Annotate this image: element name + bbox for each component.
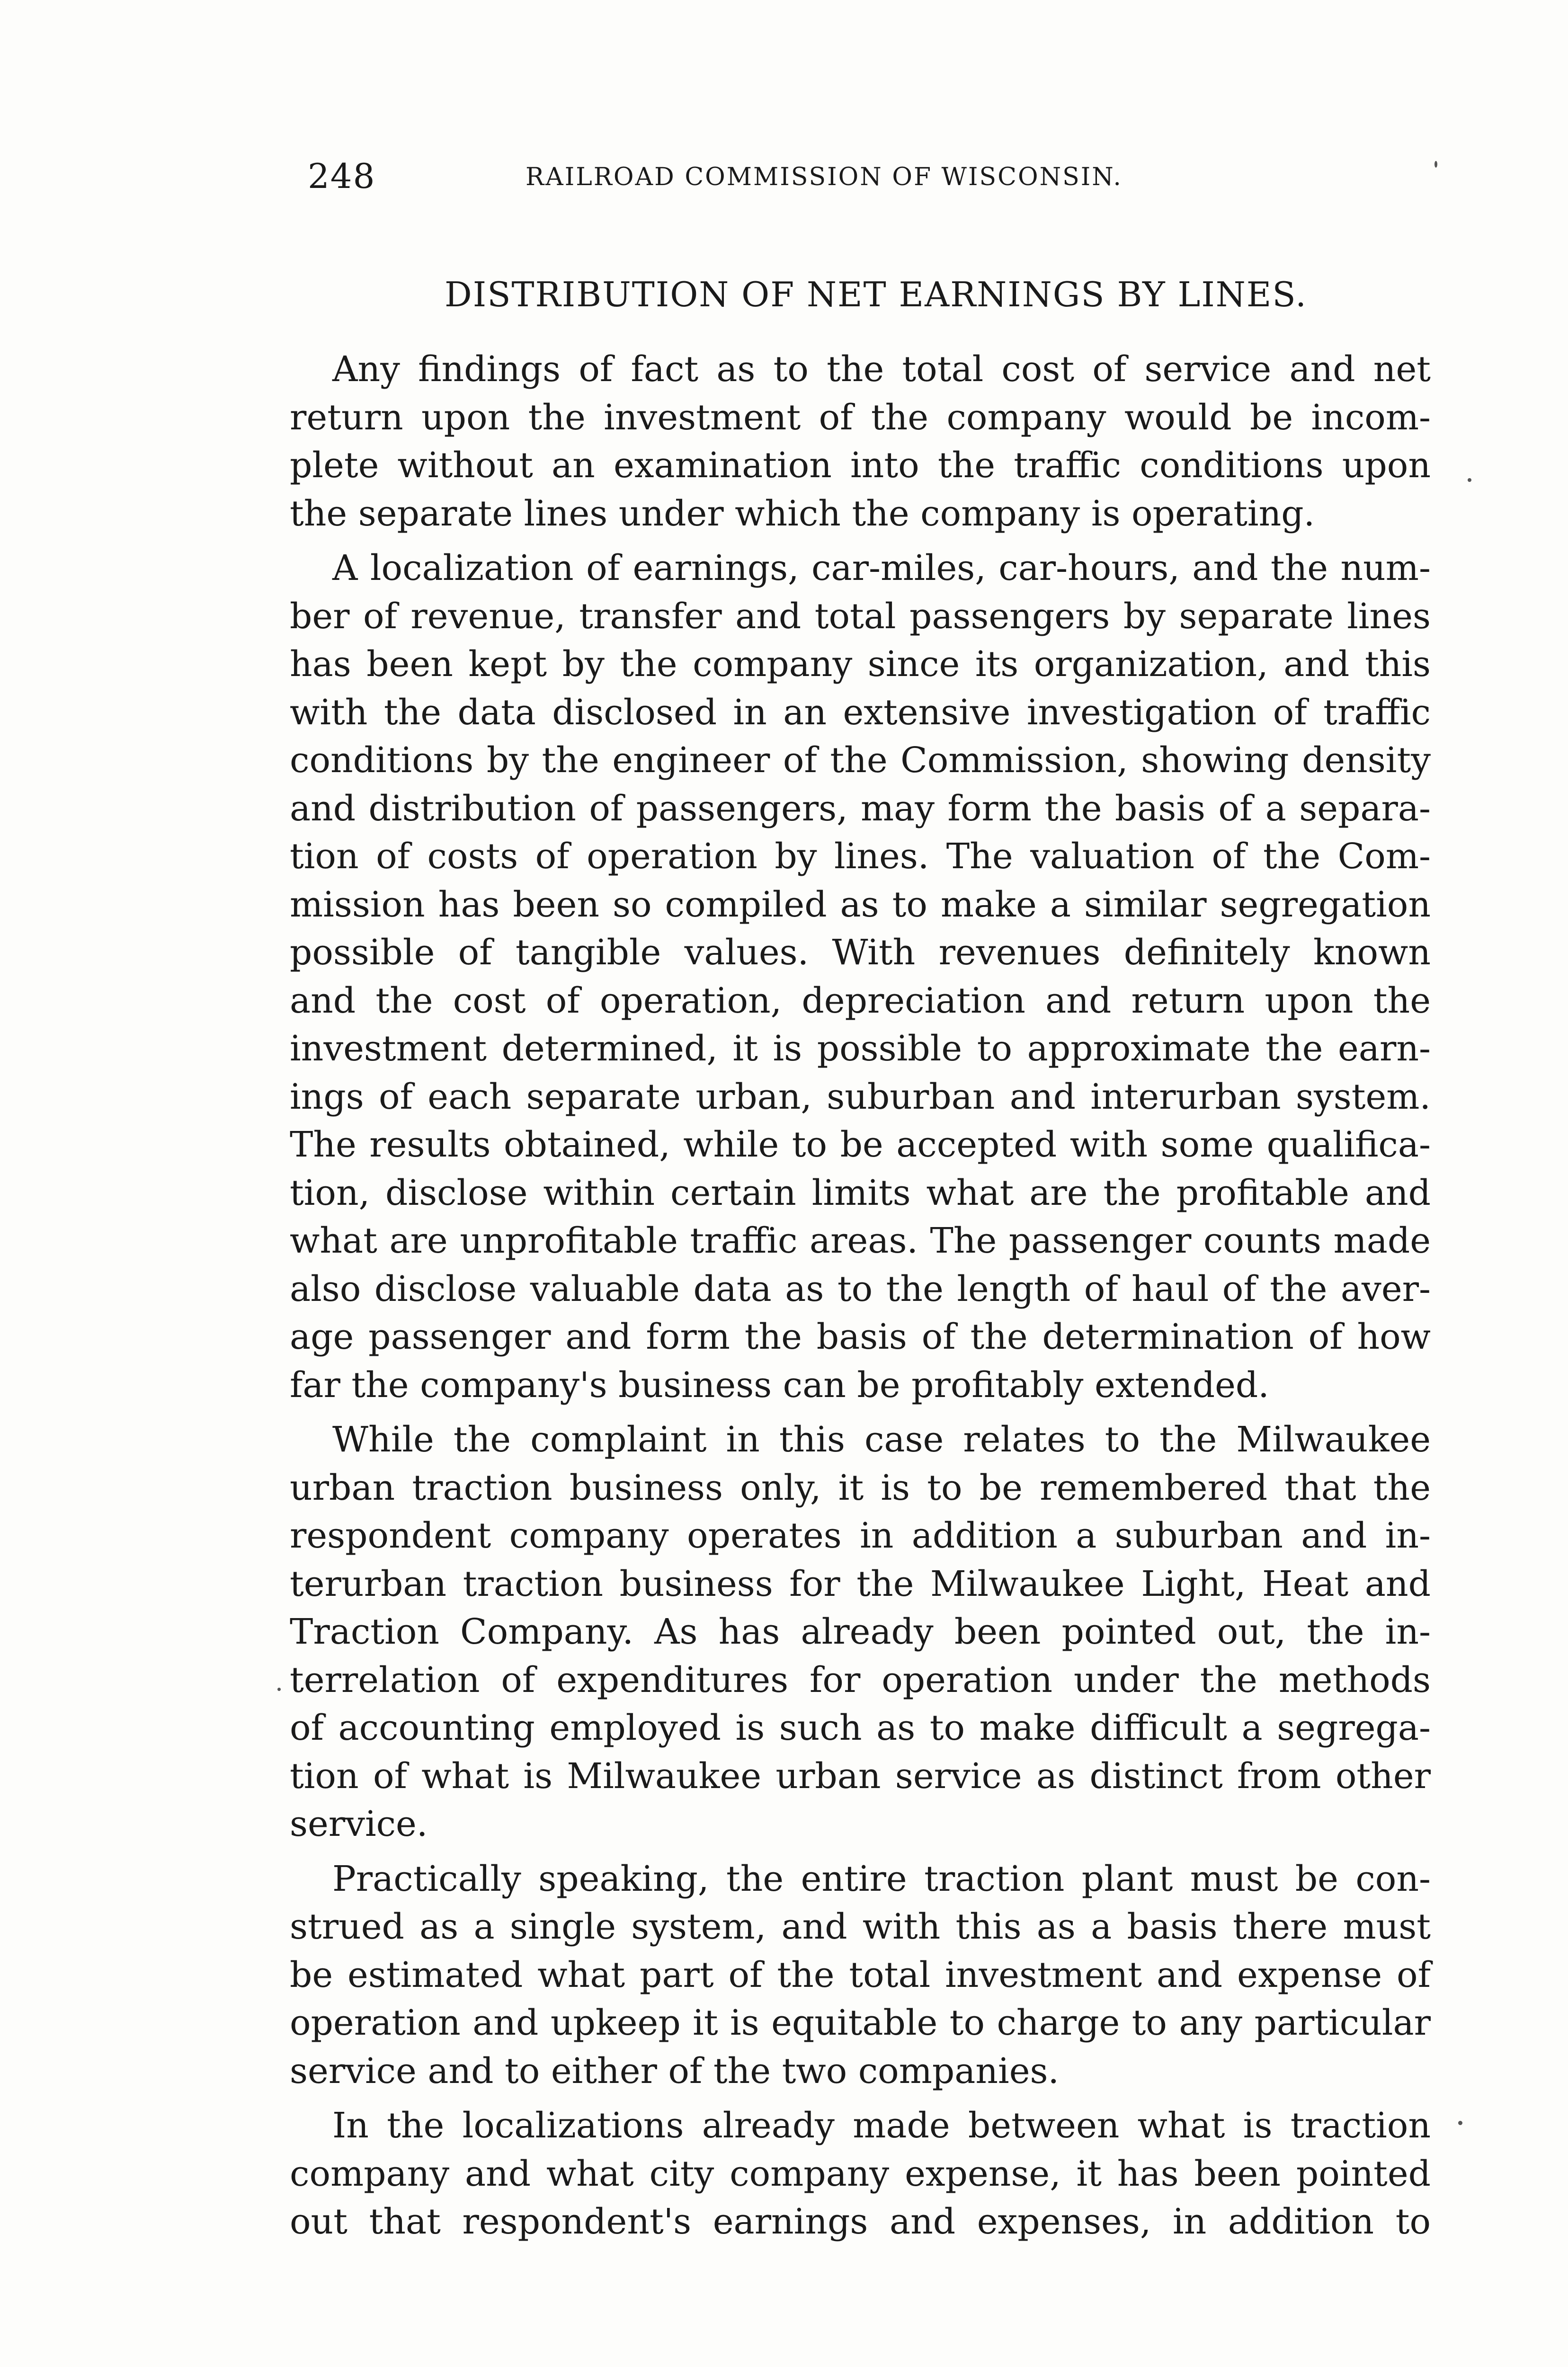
paragraph-2-line: The results obtained, while to be accepted with some qualifica- bbox=[290, 1124, 1431, 1165]
scan-speck bbox=[1468, 478, 1471, 482]
scan-speck bbox=[1434, 161, 1437, 168]
body-text bbox=[290, 346, 1431, 2246]
paragraph-2-line: ings of each separate urban, suburban and interurban system. bbox=[290, 1076, 1431, 1117]
paragraph-3-line: urban traction business only, it is to be remembered that the bbox=[290, 1467, 1431, 1508]
running-head-title: RAILROAD COMMISSION OF WISCONSIN. bbox=[526, 163, 1123, 191]
paragraph-5-line: out that respondent's earnings and expenses, in addition to bbox=[290, 2201, 1431, 2242]
paragraph-5-line: In the localizations already made between what is traction bbox=[332, 2105, 1431, 2146]
paragraph-1-line: plete without an examination into the traffic conditions upon bbox=[290, 445, 1431, 486]
paragraph-3-line: Traction Company. As has already been pointed out, the in- bbox=[290, 1611, 1431, 1652]
paragraph-4-line: strued as a single system, and with this as a basis there must bbox=[290, 1906, 1431, 1947]
paragraph-2-line: tion of costs of operation by lines. The valuation of the Com- bbox=[290, 836, 1431, 877]
paragraph-1-line: return upon the investment of the company would be incom- bbox=[290, 397, 1431, 438]
paragraph-2-line: age passenger and form the basis of the determination of how bbox=[290, 1317, 1431, 1357]
paragraph-2-line: far the company's business can be profitably extended. bbox=[290, 1364, 1269, 1406]
section-title: DISTRIBUTION OF NET EARNINGS BY LINES. bbox=[445, 275, 1307, 314]
paragraph-2-line: possible of tangible values. With revenues definitely known bbox=[290, 932, 1431, 973]
paragraph-3-line: terrelation of expenditures for operation under the methods bbox=[290, 1659, 1431, 1700]
paragraph-2-line: A localization of earnings, car-miles, car-hours, and the num- bbox=[332, 548, 1431, 588]
paragraph-4-line: service and to either of the two companies. bbox=[290, 2050, 1060, 2091]
paragraph-2-line: ber of revenue, transfer and total passengers by separate lines bbox=[290, 596, 1431, 637]
paragraph-1-line: the separate lines under which the company is operating. bbox=[290, 493, 1315, 534]
paragraph-3-line: terurban traction business for the Milwaukee Light, Heat and bbox=[290, 1563, 1431, 1604]
page-number: 248 bbox=[308, 156, 376, 196]
paragraph-2-line: what are unprofitable traffic areas. The passenger counts made bbox=[290, 1220, 1431, 1261]
running-head bbox=[308, 156, 1444, 199]
paragraph-2-line: tion, disclose within certain limits what are the profitable and bbox=[290, 1172, 1431, 1213]
paragraph-2-line: and distribution of passengers, may form the basis of a separa- bbox=[290, 788, 1431, 829]
paragraph-3-line: of accounting employed is such as to make difficult a segrega- bbox=[290, 1708, 1431, 1748]
paragraph-2-line: mission has been so compiled as to make a similar segregation bbox=[290, 884, 1431, 925]
paragraph-3-line: tion of what is Milwaukee urban service as distinct from other bbox=[290, 1755, 1431, 1797]
paragraph-1-line: Any findings of fact as to the total cost of service and net bbox=[332, 349, 1431, 390]
scan-speck bbox=[1458, 2121, 1462, 2125]
paragraph-4-line: operation and upkeep it is equitable to charge to any particular bbox=[290, 2002, 1431, 2043]
paragraph-2-line: with the data disclosed in an extensive investigation of traffic bbox=[290, 692, 1431, 733]
scan-speck bbox=[277, 1688, 281, 1691]
paragraph-2-line: and the cost of operation, depreciation and return upon the bbox=[290, 980, 1431, 1021]
paragraph-2-line: conditions by the engineer of the Commission, showing density bbox=[290, 740, 1431, 781]
paragraph-2-line: investment determined, it is possible to approximate the earn- bbox=[290, 1028, 1431, 1069]
paragraph-3-line: respondent company operates in addition a suburban and in- bbox=[290, 1515, 1431, 1556]
paragraph-3-line: service. bbox=[290, 1804, 428, 1844]
paragraph-5-line: company and what city company expense, it has been pointed bbox=[290, 2153, 1431, 2194]
paragraph-4-line: be estimated what part of the total investment and expense of bbox=[290, 1954, 1431, 1995]
paragraph-2-line: has been kept by the company since its organization, and this bbox=[290, 644, 1431, 685]
paragraph-4-line: Practically speaking, the entire traction plant must be con- bbox=[332, 1858, 1431, 1899]
paragraph-3-line: While the complaint in this case relates to the Milwaukee bbox=[332, 1419, 1431, 1460]
paragraph-2-line: also disclose valuable data as to the length of haul of the aver- bbox=[290, 1268, 1431, 1309]
